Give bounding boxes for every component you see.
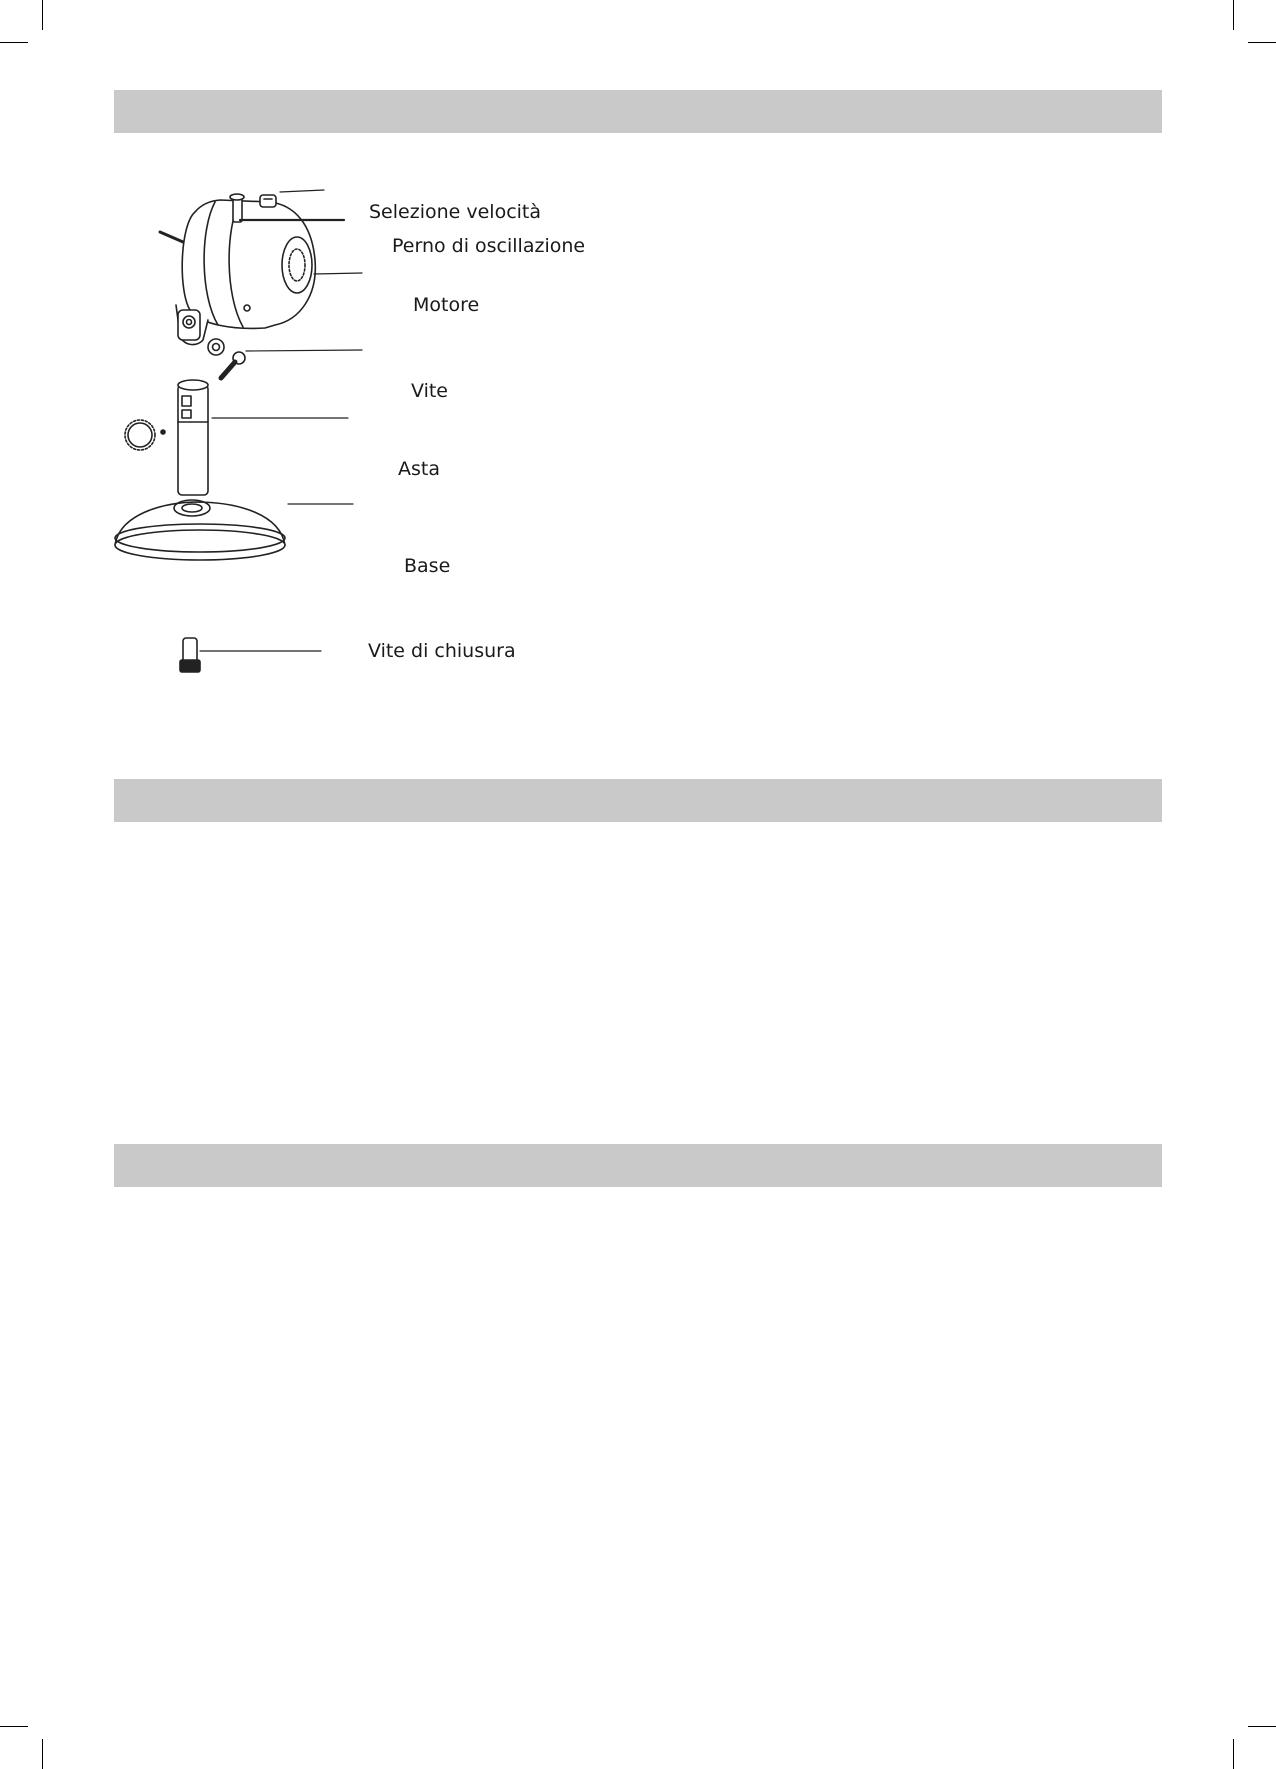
label-base: Base — [404, 555, 451, 577]
crop-mark-bottom-right-v — [1233, 1739, 1234, 1769]
knurled-knob — [125, 420, 165, 450]
section-header-bar-2 — [114, 779, 1162, 822]
label-motor: Motore — [413, 294, 480, 316]
label-lock-screw: Vite di chiusura — [368, 640, 516, 662]
crop-mark-bottom-left-h — [0, 1726, 28, 1727]
crop-mark-top-left-h — [0, 42, 28, 43]
section-header-bar-3 — [114, 1144, 1162, 1187]
nut — [208, 339, 224, 355]
leader-screw — [246, 350, 362, 351]
section-header-bar-1 — [114, 90, 1162, 133]
locking-screw — [180, 638, 200, 672]
label-screw: Vite — [411, 380, 448, 402]
label-speed-selector: Selezione velocità — [369, 201, 542, 223]
screw — [221, 352, 245, 378]
speed-selector-knob — [260, 195, 276, 207]
label-pole: Asta — [398, 458, 440, 480]
label-oscillation-pin: Perno di oscillazione — [392, 235, 586, 257]
leader-speed — [280, 190, 324, 192]
crop-mark-bottom-right-h — [1248, 1726, 1276, 1727]
pole — [178, 380, 208, 495]
leader-motor — [314, 273, 362, 274]
crop-mark-bottom-left-v — [42, 1739, 43, 1769]
crop-mark-top-left-v — [42, 0, 43, 30]
fan-exploded-diagram — [100, 170, 660, 710]
base — [115, 500, 285, 560]
crop-mark-top-right-h — [1248, 42, 1276, 43]
crop-mark-top-right-v — [1233, 0, 1234, 30]
